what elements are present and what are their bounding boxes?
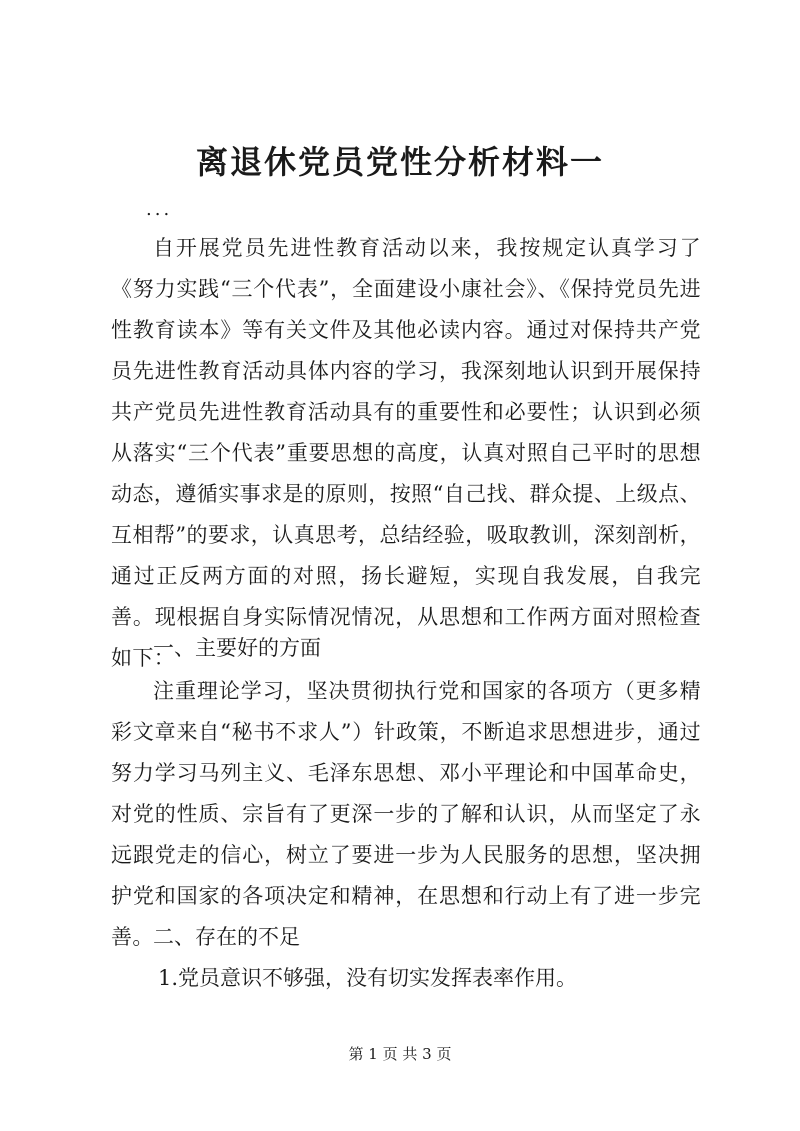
section-heading-shortcomings: 二、存在的不足 bbox=[153, 925, 300, 949]
shortcoming-item-1: 1.党员意识不够强，没有切实发挥表率作用。 bbox=[158, 966, 578, 990]
strengths-paragraph: 注重理论学习，坚决贯彻执行党和国家的各项方（更多精彩文章来自“秘书不求人”）针政策，不断追求思想进步，通过努力学习马列主义、毛泽东思想、邓小平理论和中国革命史，对党的性质、宗旨有了更深一步的了解和认识，从而坚定了永远跟党走的信心，树立了要进一步为人民服务的思想，坚决拥护党和国家的各项决定和精神，在思想和行动上有了进一步完善。 bbox=[111, 679, 701, 949]
document-title: 离退休党员党性分析材料一 bbox=[195, 143, 604, 181]
ellipsis-marker: ... bbox=[146, 199, 173, 220]
intro-paragraph: 自开展党员先进性教育活动以来，我按规定认真学习了《努力实践“三个代表”，全面建设小康社会》、《保持党员先进性教育读本》等有关文件及其他必读内容。通过对保持共产党员先进性教育活动具体内容的学习，我深刻地认识到开展保持共产党员先进性教育活动具有的重要性和必要性；认识到必须从落实“三个代表”重要思想的高度，认真对照自己平时的思想动态，遵循实事求是的原则，按照“自己找、群众提、上级点、互相帮”的要求，认真思考，总结经验，吸取教训，深刻剖析，通过正反两方面的对照，扬长避短，实现自我发展，自我完善。现根据自身实际情况情况，从思想和工作两方面对照检查如下： bbox=[111, 236, 701, 670]
page-number-footer: 第 1 页 共 3 页 bbox=[348, 1045, 452, 1063]
section-heading-strengths: 一、主要好的方面 bbox=[153, 636, 321, 660]
